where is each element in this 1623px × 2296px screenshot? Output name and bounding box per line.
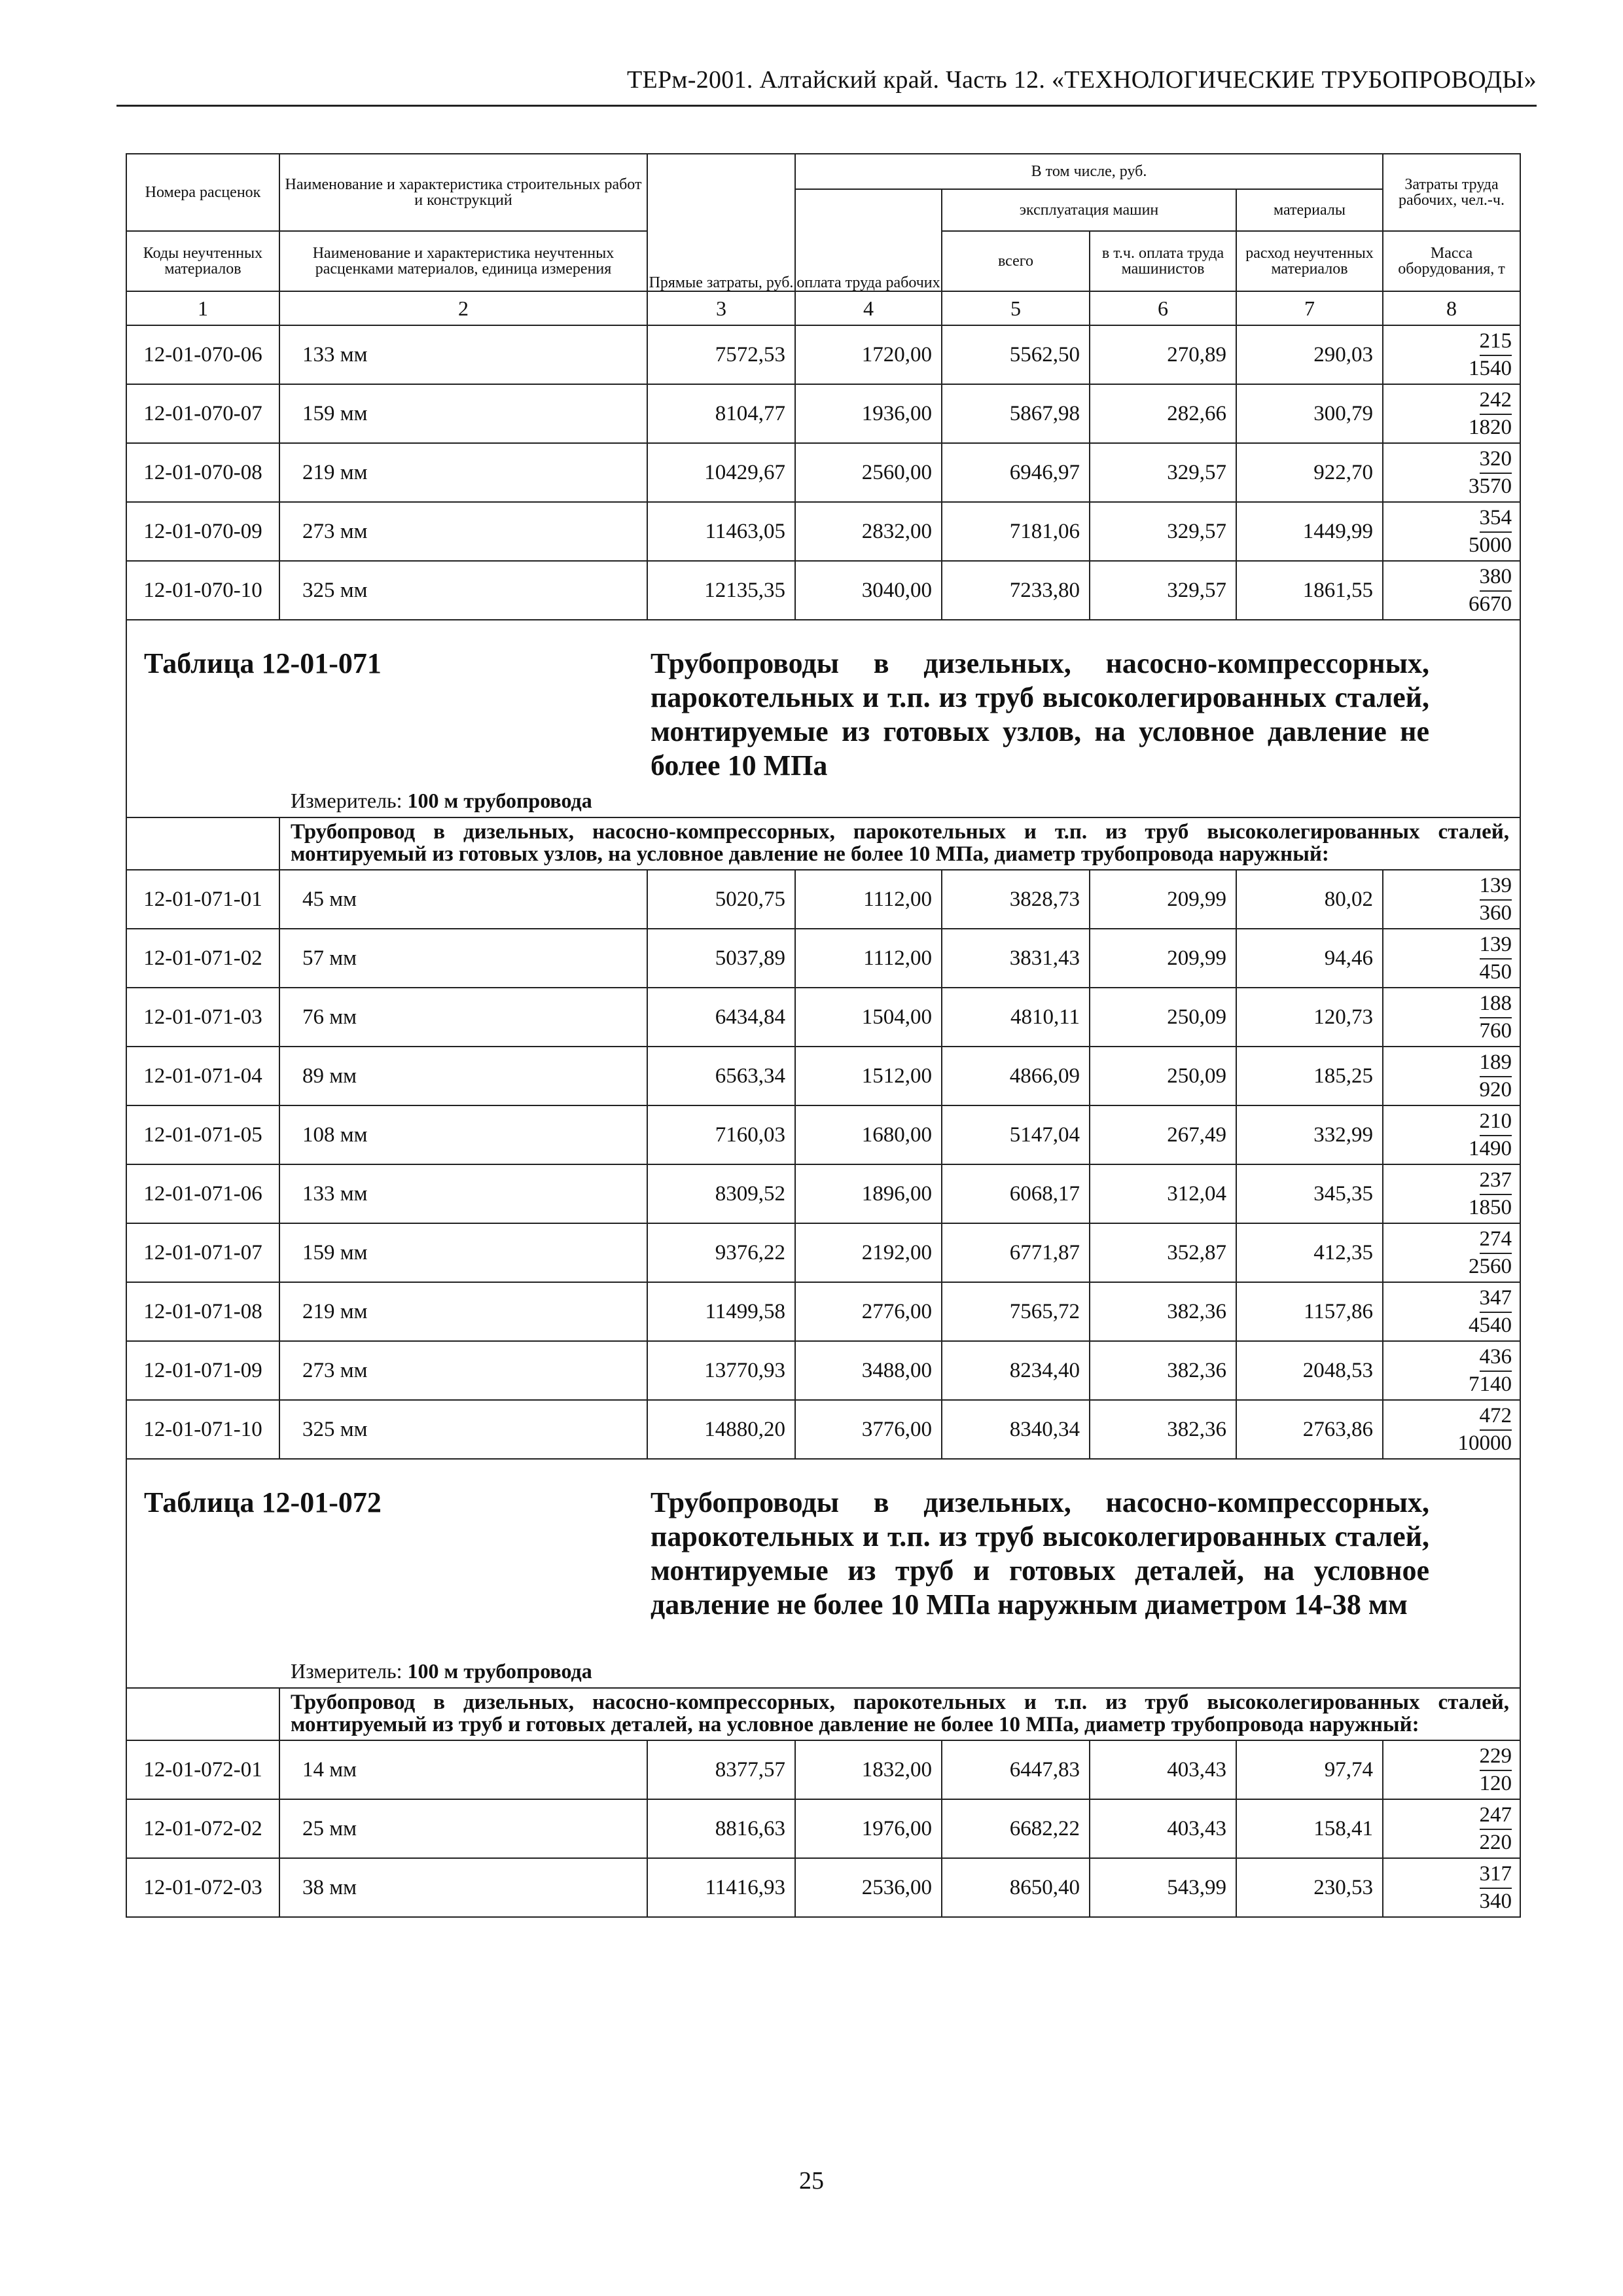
materials-cost: 1157,86: [1236, 1282, 1383, 1341]
rate-code: 12-01-070-09: [126, 502, 279, 561]
col7-header: расход неучтенных материалов: [1236, 231, 1383, 291]
labor-cost: 2560,00: [795, 443, 942, 502]
labor-mass-fraction: [1383, 988, 1520, 1047]
rate-code: 12-01-071-03: [126, 988, 279, 1047]
direct-cost: 8816,63: [647, 1799, 795, 1858]
machines-total: 3828,73: [942, 870, 1090, 929]
column-number: 8: [1383, 291, 1520, 325]
materials-cost: 97,74: [1236, 1740, 1383, 1799]
unit-value: 100 м трубопровода: [407, 789, 592, 812]
work-name: 89 мм: [279, 1047, 647, 1105]
labor-cost: 1720,00: [795, 325, 942, 384]
labor-mass-fraction: [1383, 1223, 1520, 1282]
work-name: 325 мм: [279, 1400, 647, 1459]
work-name: 219 мм: [279, 1282, 647, 1341]
machinist-labor: 282,66: [1090, 384, 1236, 443]
direct-cost: 12135,35: [647, 561, 795, 620]
machinist-labor: 352,87: [1090, 1223, 1236, 1282]
materials-cost: 300,79: [1236, 384, 1383, 443]
rate-code: 12-01-070-08: [126, 443, 279, 502]
direct-cost: 11463,05: [647, 502, 795, 561]
materials-cost: 922,70: [1236, 443, 1383, 502]
col8-header-bottom: Масса оборудования, т: [1383, 231, 1520, 291]
machinist-labor: 329,57: [1090, 443, 1236, 502]
equipment-mass: 5000: [1469, 533, 1512, 557]
materials-cost: 185,25: [1236, 1047, 1383, 1105]
materials-header: материалы: [1236, 189, 1383, 231]
work-name: 76 мм: [279, 988, 647, 1047]
table-row: [126, 870, 1520, 929]
table-heading: Трубопроводы в дизельных, насосно-компрессорных, парокотельных и т.п. из труб высоколегированных сталей, монтируемые из труб и готовых деталей, на условное давление не более 10 МПа наружным диаметром 14-38 мм: [651, 1486, 1429, 1621]
col8-header-top: Затраты труда рабочих, чел.-ч.: [1383, 154, 1520, 231]
rate-code: 12-01-072-03: [126, 1858, 279, 1917]
table-heading: Трубопроводы в дизельных, насосно-компрессорных, парокотельных и т.п. из труб высоколегированных сталей, монтируемые из готовых узлов, на условное давление не более 10 МПа: [651, 647, 1429, 781]
labor-hours: 320: [1480, 446, 1512, 474]
labor-cost: 2536,00: [795, 1858, 942, 1917]
direct-cost: 7160,03: [647, 1105, 795, 1164]
col1-header-bottom: Коды неучтенных материалов: [126, 231, 279, 291]
work-name: 325 мм: [279, 561, 647, 620]
machinist-labor: 209,99: [1090, 929, 1236, 988]
work-name: 159 мм: [279, 384, 647, 443]
equipment-mass: 1540: [1469, 357, 1512, 380]
machinist-labor: 403,43: [1090, 1799, 1236, 1858]
labor-mass-fraction: [1383, 1858, 1520, 1917]
labor-cost: 1976,00: [795, 1799, 942, 1858]
materials-cost: 120,73: [1236, 988, 1383, 1047]
labor-mass-fraction: [1383, 1400, 1520, 1459]
work-name: 57 мм: [279, 929, 647, 988]
labor-hours: 139: [1480, 932, 1512, 960]
labor-cost: 2832,00: [795, 502, 942, 561]
work-name: 45 мм: [279, 870, 647, 929]
work-name: 159 мм: [279, 1223, 647, 1282]
equipment-mass: 3570: [1469, 475, 1512, 498]
col6-header: в т.ч. оплата труда машинистов: [1090, 231, 1236, 291]
group-description: Трубопровод в дизельных, насосно-компрессорных, парокотельных и т.п. из труб высоколегированных сталей, монтируемый из труб и готовых деталей, на условное давление не более 10 МПа, диаметр трубопровода наружный:: [291, 1691, 1509, 1736]
labor-hours: 347: [1480, 1285, 1512, 1313]
machinist-labor: 250,09: [1090, 1047, 1236, 1105]
machines-total: 6946,97: [942, 443, 1090, 502]
machines-header: эксплуатация машин: [942, 189, 1236, 231]
labor-cost: 3776,00: [795, 1400, 942, 1459]
machines-total: 5867,98: [942, 384, 1090, 443]
work-name: 273 мм: [279, 502, 647, 561]
materials-cost: 80,02: [1236, 870, 1383, 929]
machinist-labor: 382,36: [1090, 1341, 1236, 1400]
direct-cost: 5020,75: [647, 870, 795, 929]
labor-cost: 3488,00: [795, 1341, 942, 1400]
equipment-mass: 2560: [1469, 1255, 1512, 1278]
labor-mass-fraction: [1383, 1799, 1520, 1858]
machines-total: 8234,40: [942, 1341, 1090, 1400]
materials-cost: 230,53: [1236, 1858, 1383, 1917]
price-table: [126, 153, 1521, 1918]
direct-cost: 11416,93: [647, 1858, 795, 1917]
labor-mass-fraction: [1383, 443, 1520, 502]
labor-cost: 1504,00: [795, 988, 942, 1047]
labor-hours: 188: [1480, 991, 1512, 1018]
table-row: [126, 1282, 1520, 1341]
labor-cost: 1512,00: [795, 1047, 942, 1105]
machines-total: 4810,11: [942, 988, 1090, 1047]
work-name: 25 мм: [279, 1799, 647, 1858]
materials-cost: 290,03: [1236, 325, 1383, 384]
direct-cost: 8104,77: [647, 384, 795, 443]
labor-cost: 3040,00: [795, 561, 942, 620]
machinist-labor: 209,99: [1090, 870, 1236, 929]
group-description-row: [126, 817, 1520, 870]
equipment-mass: 4540: [1469, 1314, 1512, 1337]
col2-header-bottom: Наименование и характеристика неучтенных расценками материалов, единица измерения: [279, 231, 647, 291]
materials-cost: 94,46: [1236, 929, 1383, 988]
equipment-mass: 1490: [1469, 1137, 1512, 1160]
machinist-labor: 329,57: [1090, 561, 1236, 620]
materials-cost: 158,41: [1236, 1799, 1383, 1858]
labor-cost: 1832,00: [795, 1740, 942, 1799]
equipment-mass: 120: [1479, 1772, 1512, 1795]
rate-code: 12-01-070-07: [126, 384, 279, 443]
direct-cost: 11499,58: [647, 1282, 795, 1341]
table-row: [126, 325, 1520, 384]
machines-total: 5147,04: [942, 1105, 1090, 1164]
labor-mass-fraction: [1383, 1341, 1520, 1400]
machinist-labor: 543,99: [1090, 1858, 1236, 1917]
equipment-mass: 6670: [1469, 592, 1512, 616]
work-name: 108 мм: [279, 1105, 647, 1164]
labor-cost: 1112,00: [795, 929, 942, 988]
labor-hours: 247: [1480, 1803, 1512, 1830]
machinist-labor: 267,49: [1090, 1105, 1236, 1164]
labor-cost: 1112,00: [795, 870, 942, 929]
direct-cost: 8377,57: [647, 1740, 795, 1799]
direct-cost: 8309,52: [647, 1164, 795, 1223]
labor-hours: 472: [1480, 1403, 1512, 1431]
column-number: 4: [795, 291, 942, 325]
machines-total: 3831,43: [942, 929, 1090, 988]
machines-total: 6447,83: [942, 1740, 1090, 1799]
materials-cost: 332,99: [1236, 1105, 1383, 1164]
table-row: [126, 384, 1520, 443]
empty-code-cell: [126, 817, 279, 870]
table-row: [126, 988, 1520, 1047]
col5-header: всего: [942, 231, 1090, 291]
table-row: [126, 1400, 1520, 1459]
equipment-mass: 1820: [1469, 416, 1512, 439]
empty-code-cell: [126, 1688, 279, 1740]
table-row: [126, 561, 1520, 620]
unit-label: Измеритель:: [291, 789, 402, 812]
rate-code: 12-01-071-06: [126, 1164, 279, 1223]
rate-code: 12-01-071-04: [126, 1047, 279, 1105]
labor-cost: 2192,00: [795, 1223, 942, 1282]
table-row: [126, 1740, 1520, 1799]
labor-hours: 215: [1480, 329, 1512, 356]
table-label: Таблица 12-01-072: [144, 1486, 382, 1518]
labor-mass-fraction: [1383, 1282, 1520, 1341]
labor-hours: 317: [1480, 1861, 1512, 1889]
column-numbers-row: [126, 291, 1520, 325]
materials-cost: 2763,86: [1236, 1400, 1383, 1459]
materials-cost: 1861,55: [1236, 561, 1383, 620]
column-number: 2: [279, 291, 647, 325]
labor-mass-fraction: [1383, 929, 1520, 988]
machinist-labor: 312,04: [1090, 1164, 1236, 1223]
table-row: [126, 1799, 1520, 1858]
table-row: [126, 1164, 1520, 1223]
direct-cost: 9376,22: [647, 1223, 795, 1282]
column-number: 7: [1236, 291, 1383, 325]
unit-line: [291, 789, 592, 813]
machinist-labor: 382,36: [1090, 1400, 1236, 1459]
table-section-header: [126, 620, 1520, 817]
labor-cost: 1896,00: [795, 1164, 942, 1223]
column-number: 3: [647, 291, 795, 325]
equipment-mass: 760: [1479, 1019, 1512, 1043]
col4-header: оплата труда рабочих: [795, 189, 942, 291]
table-section-header: [126, 1459, 1520, 1688]
machinist-labor: 382,36: [1090, 1282, 1236, 1341]
labor-mass-fraction: [1383, 502, 1520, 561]
machinist-labor: 329,57: [1090, 502, 1236, 561]
machinist-labor: 270,89: [1090, 325, 1236, 384]
labor-hours: 274: [1480, 1227, 1512, 1254]
work-name: 38 мм: [279, 1858, 647, 1917]
labor-cost: 1936,00: [795, 384, 942, 443]
labor-mass-fraction: [1383, 1164, 1520, 1223]
column-number: 5: [942, 291, 1090, 325]
rate-code: 12-01-071-08: [126, 1282, 279, 1341]
labor-cost: 1680,00: [795, 1105, 942, 1164]
labor-mass-fraction: [1383, 1047, 1520, 1105]
direct-cost: 13770,93: [647, 1341, 795, 1400]
equipment-mass: 450: [1479, 960, 1512, 984]
equipment-mass: 10000: [1457, 1431, 1512, 1455]
labor-mass-fraction: [1383, 325, 1520, 384]
direct-cost: 6434,84: [647, 988, 795, 1047]
materials-cost: 2048,53: [1236, 1341, 1383, 1400]
rate-code: 12-01-071-10: [126, 1400, 279, 1459]
table-row: [126, 1105, 1520, 1164]
column-number: 6: [1090, 291, 1236, 325]
machines-total: 7565,72: [942, 1282, 1090, 1341]
rate-code: 12-01-072-02: [126, 1799, 279, 1858]
work-name: 133 мм: [279, 1164, 647, 1223]
rate-code: 12-01-070-10: [126, 561, 279, 620]
equipment-mass: 1850: [1469, 1196, 1512, 1219]
table-row: [126, 1047, 1520, 1105]
unit-label: Измеритель:: [291, 1659, 402, 1683]
labor-mass-fraction: [1383, 870, 1520, 929]
page-number: 25: [799, 2167, 824, 2195]
rate-code: 12-01-070-06: [126, 325, 279, 384]
labor-cost: 2776,00: [795, 1282, 942, 1341]
table-row: [126, 1341, 1520, 1400]
work-name: 273 мм: [279, 1341, 647, 1400]
machines-total: 7233,80: [942, 561, 1090, 620]
labor-hours: 139: [1480, 873, 1512, 901]
labor-mass-fraction: [1383, 1740, 1520, 1799]
work-name: 14 мм: [279, 1740, 647, 1799]
work-name: 133 мм: [279, 325, 647, 384]
rate-code: 12-01-072-01: [126, 1740, 279, 1799]
rate-code: 12-01-071-05: [126, 1105, 279, 1164]
direct-cost: 6563,34: [647, 1047, 795, 1105]
direct-cost: 5037,89: [647, 929, 795, 988]
machines-total: 6068,17: [942, 1164, 1090, 1223]
equipment-mass: 920: [1479, 1078, 1512, 1102]
work-name: 219 мм: [279, 443, 647, 502]
col2-header-top: Наименование и характеристика строительных работ и конструкций: [279, 154, 647, 231]
machinist-labor: 403,43: [1090, 1740, 1236, 1799]
labor-hours: 380: [1480, 564, 1512, 592]
labor-hours: 242: [1480, 387, 1512, 415]
rate-code: 12-01-071-07: [126, 1223, 279, 1282]
equipment-mass: 220: [1479, 1831, 1512, 1854]
materials-cost: 345,35: [1236, 1164, 1383, 1223]
col1-header-top: Номера расценок: [126, 154, 279, 231]
rate-code: 12-01-071-02: [126, 929, 279, 988]
machines-total: 4866,09: [942, 1047, 1090, 1105]
equipment-mass: 340: [1479, 1890, 1512, 1913]
unit-line: [291, 1659, 592, 1683]
group-description: Трубопровод в дизельных, насосно-компрессорных, парокотельных и т.п. из труб высоколегированных сталей, монтируемый из готовых узлов, на условное давление не более 10 МПа, диаметр трубопровода наружный:: [291, 820, 1509, 866]
machines-total: 8340,34: [942, 1400, 1090, 1459]
table-row: [126, 443, 1520, 502]
labor-hours: 210: [1480, 1109, 1512, 1136]
labor-hours: 354: [1480, 505, 1512, 533]
direct-cost: 14880,20: [647, 1400, 795, 1459]
machines-total: 6771,87: [942, 1223, 1090, 1282]
table-row: [126, 1858, 1520, 1917]
column-number: 1: [126, 291, 279, 325]
machines-total: 5562,50: [942, 325, 1090, 384]
machines-total: 6682,22: [942, 1799, 1090, 1858]
direct-cost: 7572,53: [647, 325, 795, 384]
group-description-row: [126, 1688, 1520, 1740]
running-header: ТЕРм-2001. Алтайский край. Часть 12. «ТЕХНОЛОГИЧЕСКИЕ ТРУБОПРОВОДЫ»: [626, 66, 1537, 94]
labor-mass-fraction: [1383, 384, 1520, 443]
labor-hours: 229: [1480, 1744, 1512, 1771]
col3-header: Прямые затраты, руб.: [647, 154, 795, 291]
labor-hours: 436: [1480, 1344, 1512, 1372]
unit-value: 100 м трубопровода: [407, 1659, 592, 1683]
labor-hours: 189: [1480, 1050, 1512, 1077]
group-header: В том числе, руб.: [795, 154, 1383, 189]
labor-mass-fraction: [1383, 561, 1520, 620]
equipment-mass: 360: [1479, 901, 1512, 925]
table-row: [126, 1223, 1520, 1282]
header-rule: [116, 105, 1537, 107]
materials-cost: 412,35: [1236, 1223, 1383, 1282]
rate-code: 12-01-071-09: [126, 1341, 279, 1400]
machines-total: 8650,40: [942, 1858, 1090, 1917]
table-row: [126, 929, 1520, 988]
materials-cost: 1449,99: [1236, 502, 1383, 561]
machinist-labor: 250,09: [1090, 988, 1236, 1047]
rate-code: 12-01-071-01: [126, 870, 279, 929]
labor-hours: 237: [1480, 1168, 1512, 1195]
table-row: [126, 502, 1520, 561]
table-label: Таблица 12-01-071: [144, 647, 382, 679]
direct-cost: 10429,67: [647, 443, 795, 502]
equipment-mass: 7140: [1469, 1372, 1512, 1396]
machines-total: 7181,06: [942, 502, 1090, 561]
labor-mass-fraction: [1383, 1105, 1520, 1164]
